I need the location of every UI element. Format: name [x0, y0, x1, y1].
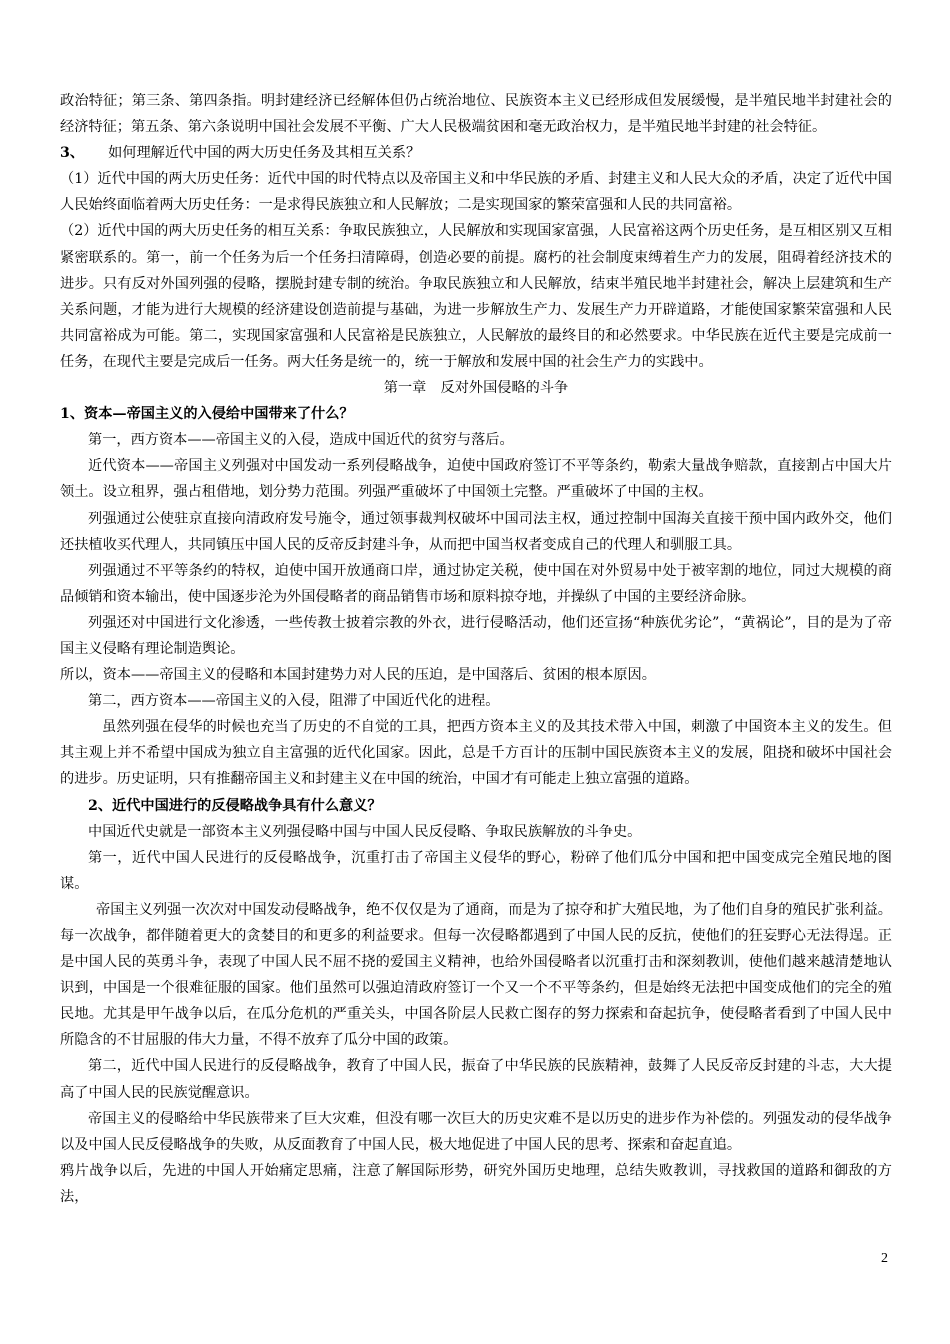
paragraph-envoys-control: 列强通过公使驻京直接向清政府发号施令，通过领事裁判权破坏中国司法主权，通过控制中国海关直接干预中国内政外交，他们还扶植收买代理人，共同镇压中国人民的反帝反封建斗争，从而把中国当权者变成自己的代理人和驯服工具。: [60, 510, 892, 553]
paragraph-opium-war: 鸦片战争以后，先进的中国人开始痛定思痛，注意了解国际形势，研究外国历史地理，总结失败教训，寻找救国的道路和御敌的方法，: [60, 1162, 892, 1205]
page-number: 2: [881, 1251, 888, 1266]
paragraph-disaster-progress: 帝国主义的侵略给中华民族带来了巨大灾难，但没有哪一次巨大的历史灾难不是以历史的进步作为补偿的。列强发动的侵华战争以及中国人民反侵略战争的失败，从反面教育了中国人民，极大地促进了中国人民的思考、探索和奋起直追。: [60, 1110, 892, 1153]
paragraph-trade-privileges: 列强通过不平等条约的特权，迫使中国开放通商口岸，通过协定关税，使中国在对外贸易中处于被宰割的地位，同过大规模的商品倾销和资本输出，使中国逐步沦为外国侵略者的商品销售市场和原料掠夺地，并操纵了中国的主要经济命脉。: [60, 562, 892, 605]
paragraph-anti-aggression-first: 第一，近代中国人民进行的反侵略战争，沉重打击了帝国主义侵华的野心，粉碎了他们瓜分中国和把中国变成完全殖民地的图谋。: [60, 849, 892, 892]
paragraph-unconscious-tool: 虽然列强在侵华的时候也充当了历史的不自觉的工具，把西方资本主义的及其技术带入中国，刺激了中国资本主义的发生。但其主观上并不希望中国成为独立自主富强的近代化国家。因此，总是千方百计的压制中国民族资本主义的发展，阻挠和破坏中国社会的进步。历史证明，只有推翻帝国主义和封建主义在中国的统治，中国才有可能走上独立富强的道路。: [60, 719, 892, 788]
paragraph-two-tasks: （1）近代中国的两大历史任务：近代中国的时代特点以及帝国主义和中华民族的矛盾、封建主义和人民大众的矛盾，决定了近代中国人民始终面临着两大历史任务：一是求得民族独立和人民解放；二是实现国家的繁荣富强和人民的共同富裕。: [60, 171, 892, 214]
paragraph-modern-history: 中国近代史就是一部资本主义列强侵略中国与中国人民反侵略、争取民族解放的斗争史。: [88, 823, 642, 840]
paragraph-imperialist-wars: 帝国主义列强一次次对中国发动侵略战争，绝不仅仅是为了通商，而是为了掠夺和扩大殖民地，为了他们自身的殖民扩张利益。每一次战争，都伴随着更大的贪婪目的和更多的利益要求。但每一次侵略都遇到了中国人民的反抗，使他们的狂妄野心无法得逞。正是中国人民的英勇斗争，表现了中国人民不屈不挠的爱国主义精神，也给外国侵略者以沉重打击和深刻教训，使他们越来越清楚地认识到，中国是一个很难征服的国家。他们虽然可以强迫清政府签订一个又一个不平等条约，但是始终无法把中国变成他们的完全的殖民地。尤其是甲午战争以后，在瓜分危机的严重关头，中国各阶层人民救亡图存的努力探索和奋起抗争，使侵略者看到了中国人民中所隐含的不甘屈服的伟大力量，不得不放弃了瓜分中国的政策。: [60, 901, 892, 1049]
document-page: [60, 88, 892, 1210]
question-3-text: 如何理解近代中国的两大历史任务及其相互关系？: [108, 145, 421, 162]
paragraph-first-point: 第一，西方资本——帝国主义的入侵，造成中国近代的贫穷与落后。: [88, 432, 514, 449]
paragraph-political-features: 政治特征；第三条、第四条指。明封建经济已经解体但仍占统治地位、民族资本主义已经形成但发展缓慢，是半殖民地半封建社会的经济特征；第五条、第六条说明中国社会发展不平衡、广大人民极端贫困和毫无政治权力，是半殖民地半封建的社会特征。: [60, 93, 892, 136]
question-1-heading: 1、资本—帝国主义的入侵给中国带来了什么？: [60, 406, 354, 423]
paragraph-cultural-infiltration: 列强还对中国进行文化渗透，一些传教士披着宗教的外衣，进行侵略活动，他们还宣扬“种族优劣论”，“黄祸论”，目的是为了帝国主义侵略有理论制造舆论。: [60, 614, 892, 657]
paragraph-wars-treaties: 近代资本——帝国主义列强对中国发动一系列侵略战争，迫使中国政府签订不平等条约，勒索大量战争赔款，直接割占中国大片领土。设立租界，强占租借地，划分势力范围。列强严重破坏了中国领土完整。严重破坏了中国的主权。: [60, 458, 892, 501]
paragraph-tasks-relationship: （2）近代中国的两大历史任务的相互关系：争取民族独立，人民解放和实现国家富强，人民富裕这两个历史任务，是互相区别又互相紧密联系的。第一，前一个任务为后一个任务扫清障碍，创造必要的前提。腐朽的社会制度束缚着生产力的发展，阻碍着经济技术的进步。只有反对外国列强的侵略，摆脱封建专制的统治。争取民族独立和人民解放，结束半殖民地半封建社会，解决上层建筑和生产关系问题，才能为进行大规模的经济建设创造前提与基础，为进一步解放生产力、发展生产力开辟道路，才能使国家繁荣富强和人民共同富裕成为可能。第二，实现国家富强和人民富裕是民族独立，人民解放的最终目的和必然要求。中华民族在近代主要是完成前一任务，在现代主要是完成后一任务。两大任务是统一的，统一于解放和发展中国的社会生产力的实践中。: [60, 223, 892, 370]
question-2-heading: 2、近代中国进行的反侵略战争具有什么意义？: [88, 797, 382, 814]
chapter-title: 第一章 反对外国侵略的斗争: [383, 380, 569, 397]
paragraph-root-cause: 所以，资本——帝国主义的侵略和本国封建势力对人民的压迫，是中国落后、贫困的根本原因。: [60, 667, 656, 684]
paragraph-second-point: 第二，西方资本——帝国主义的入侵，阻滞了中国近代化的进程。: [88, 693, 500, 710]
question-3-number: 3、: [60, 145, 85, 162]
paragraph-anti-aggression-second: 第二，近代中国人民进行的反侵略战争，教育了中国人民，振奋了中华民族的民族精神，鼓舞了人民反帝反封建的斗志，大大提高了中国人民的民族觉醒意识。: [60, 1058, 892, 1101]
question-3-heading: [60, 140, 892, 166]
